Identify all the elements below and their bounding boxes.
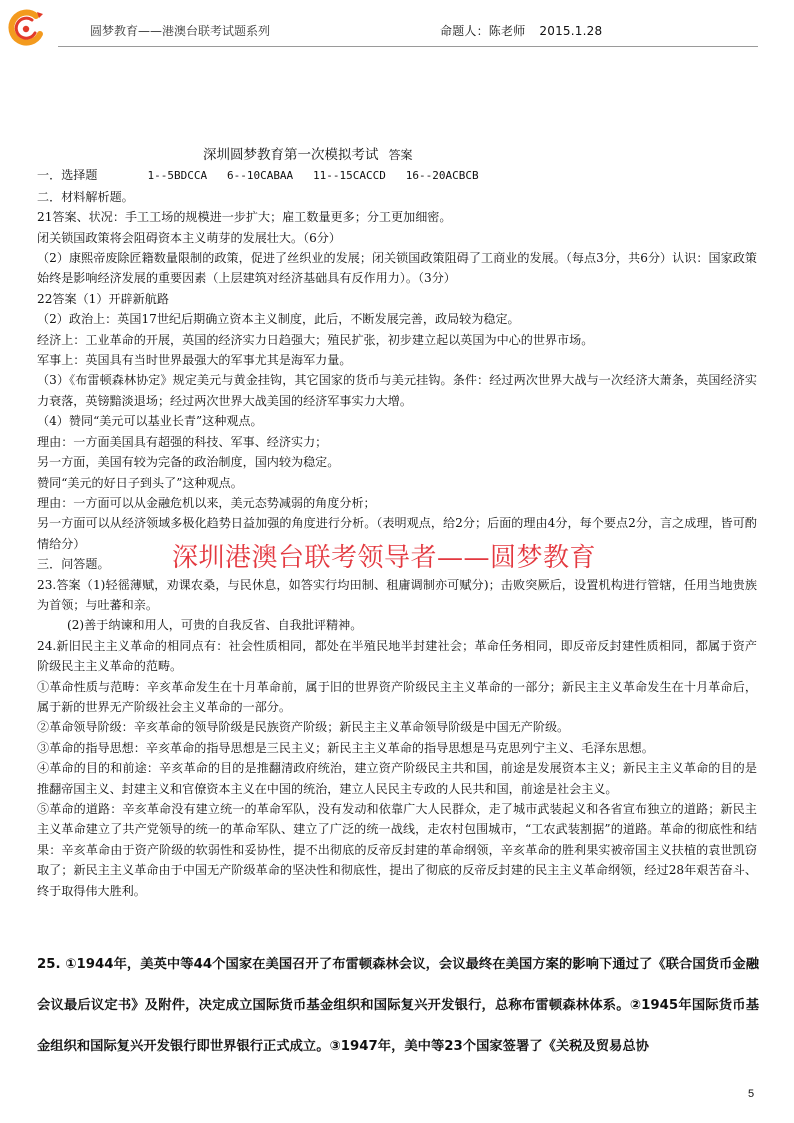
text-line: 三．问答题。 bbox=[37, 557, 110, 572]
text-line: ④革命的目的和前途：辛亥革命的目的是推翻清政府统治，建立资产阶级民主共和国，前途是发展资本主义；新民主主义革命的目的是推翻帝国主义、封建主义和官僚资本主义在中国的统治，建立人民民主专政的人民共和国，前途是社会主义。 bbox=[37, 761, 757, 796]
text-line: 理由：一方面可以从金融危机以来，美元态势减弱的角度分析； bbox=[37, 495, 376, 510]
header-date: 2015.1.28 bbox=[539, 24, 603, 38]
text-line: 23.答案（1)轻徭薄赋，劝课农桑，与民休息，如答实行均田制、租庸调制亦可赋分)；击败突厥后，设置机构进行管辖，任用当地贵族为首领；与吐蕃和亲。 bbox=[37, 577, 757, 612]
header-series: 圆梦教育——港澳台联考试题系列 bbox=[90, 24, 271, 38]
section-choice bbox=[37, 165, 757, 186]
exam-title: 深圳圆梦教育第一次模拟考试 bbox=[203, 147, 379, 163]
text-line: 24.新旧民主主义革命的相同点有：社会性质相同，都处在半殖民地半封建社会；革命任务相同，即反帝反封建性质相同，都属于资产阶级民主主义革命的范畴。 bbox=[37, 638, 757, 674]
text-line: 闭关锁国政策将会阻碍资本主义萌芽的发展壮大。（6分） bbox=[37, 230, 341, 245]
question-25-answer: 25. ①1944年，美英中等44个国家在美国召开了布雷顿森林会议，会议最终在美国方案的影响下通过了《联合国货币金融会议最后议定书》及附件，决定成立国际货币基金组织和国际复兴开发银行，总称布雷顿森林体系。②1945年国际货币基金组织和国际复兴开发银行即世界银行正式成立。③1947年，美中等23个国家签署了《关税及贸易总协 bbox=[37, 957, 759, 1054]
header-divider bbox=[58, 46, 758, 47]
text-line: 二．材料解析题。 bbox=[37, 189, 134, 204]
text-line: （2）政治上：英国17世纪后期确立资本主义制度，此后，不断发展完善，政局较为稳定。 bbox=[37, 312, 520, 327]
text-line: 军事上：英国具有当时世界最强大的军事尤其是海军力量。 bbox=[37, 353, 352, 368]
text-line: ⑤革命的道路：辛亥革命没有建立统一的革命军队，没有发动和依靠广大人民群众，走了城市武装起义和各省宣布独立的道路；新民主主义革命建立了共产党领导的统一的革命军队、建立了广泛的统一战线，走农村包围城市，“工农武装割据”的道路。革命的彻底性和结果：辛亥革命由于资产阶级的软弱性和妥协性，提不出彻底的反帝反封建的革命纲领，辛亥革命的胜利果实被帝国主义扶植的袁世凯窃取了；新民主主义革命由于中国无产阶级革命的坚决性和彻底性，提出了彻底的反帝反封建的民主主义革命纲领，经过28年艰苦奋斗、终于取得伟大胜利。 bbox=[37, 802, 757, 898]
yuanmeng-logo-icon bbox=[6, 8, 46, 48]
text-line: 另一方面，美国有较为完备的政治制度，国内较为稳定。 bbox=[37, 455, 340, 470]
text-line: ③革命的指导思想：辛亥革命的指导思想是三民主义；新民主主义革命的指导思想是马克思列宁主义、毛泽东思想。 bbox=[37, 740, 654, 755]
header-author-date bbox=[440, 22, 602, 39]
text-line: (2)善于纳谏和用人，可贵的自我反省、自我批评精神。 bbox=[67, 618, 363, 633]
title-suffix: 答案 bbox=[388, 148, 413, 162]
text-line: （3）《布雷顿森林协定》规定美元与黄金挂钩，其它国家的货币与美元挂钩。条件：经过两次世界大战与一次经济大萧条，英国经济实力衰落，英镑黯淡退场；经过两次世界大战美国的经济军事实力大增。 bbox=[37, 373, 757, 408]
choice-answers: 1--5BDCCA 6--10CABAA 11--15CACCD 16--20ACBCB bbox=[147, 169, 479, 183]
watermark: 深圳港澳台联考领导者——圆梦教育 bbox=[172, 543, 597, 573]
page-header bbox=[0, 0, 794, 60]
text-line: 21答案、状况：手工工场的规模进一步扩大；雇工数量更多；分工更加细密。 bbox=[37, 210, 452, 225]
text-line: ①革命性质与范畴：辛亥革命发生在十月革命前，属于旧的世界资产阶级民主主义革命的一部分；新民主主义革命发生在十月革命后，属于新的世界无产阶级社会主义革命的一部分。 bbox=[37, 679, 757, 714]
text-line: （2）康熙帝废除匠籍数量限制的政策，促进了丝织业的发展；闭关锁国政策阻碍了工商业的发展。（每点3分，共6分）认识：国家政策始终是影响经济发展的重要因素（上层建筑对经济基础具有反作用力）。（3分） bbox=[37, 251, 757, 286]
text-line: （4）赞同“美元可以基业长青”这种观点。 bbox=[37, 414, 263, 429]
page-number: 5 bbox=[748, 1088, 755, 1100]
text-line: ②革命领导阶级：辛亥革命的领导阶级是民族资产阶级；新民主主义革命领导阶级是中国无产阶级。 bbox=[37, 720, 570, 735]
text-line: 赞同“美元的好日子到头了”这种观点。 bbox=[37, 475, 243, 490]
section-choice-label: 一．选择题 bbox=[37, 168, 98, 183]
header-author: 命题人：陈老师 bbox=[440, 24, 526, 38]
page-title bbox=[37, 145, 757, 165]
text-line: 经济上：工业革命的开展，英国的经济实力日趋强大；殖民扩张，初步建立起以英国为中心的世界市场。 bbox=[37, 332, 594, 347]
answer-body bbox=[37, 145, 757, 901]
text-line: 理由：一方面美国具有超强的科技、军事、经济实力； bbox=[37, 434, 328, 449]
text-line: 另一方面可以从经济领域多极化趋势日益加强的角度进行分析。（表明观点，给2分；后面的理由4分，每个要点2分，言之成理，皆可酌情给分） bbox=[37, 516, 757, 551]
text-line: 22答案（1）开辟新航路 bbox=[37, 291, 169, 306]
